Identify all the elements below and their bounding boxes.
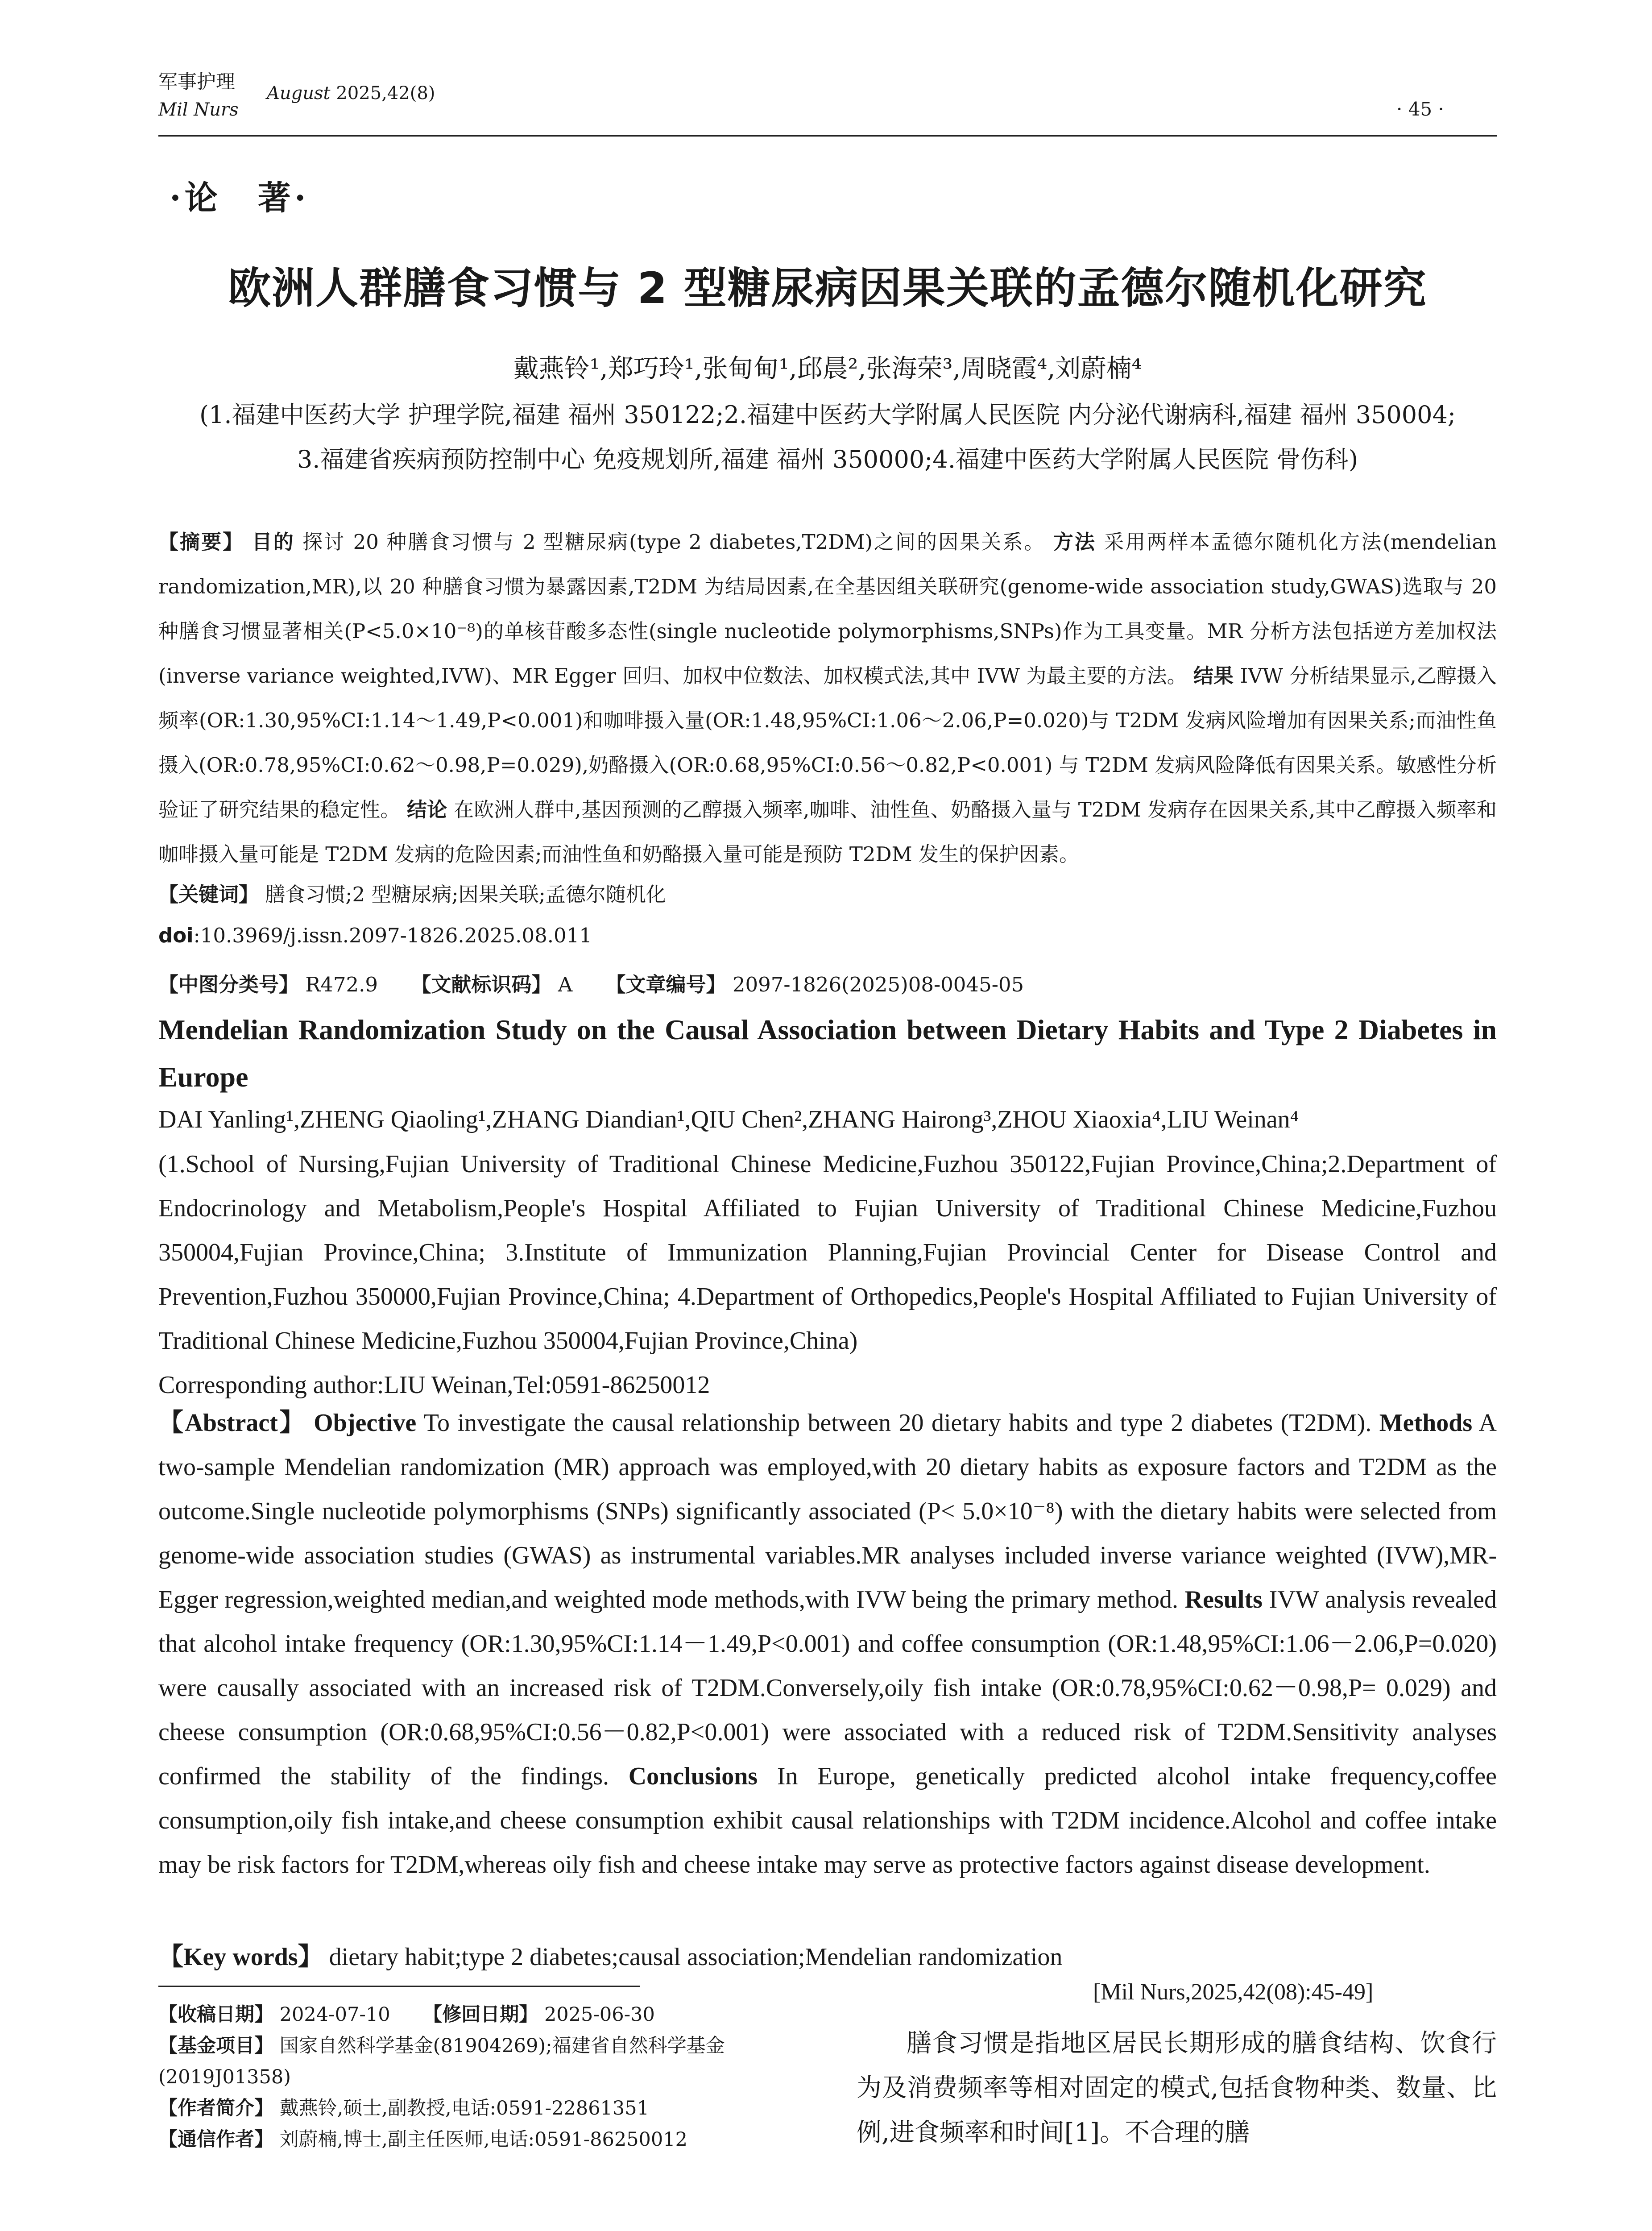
affiliations-en-text: (1.School of Nursing,Fujian University of Traditional Chinese Medicine,Fuzhou 350122,Fujian Province,China;2.Department of Endocrinology and Metabolism,People's Hospital Affiliated to Fujian University of Traditional Chinese Medicine,Fuzhou 350004,Fujian Province,China; 3.Institute of Immunization Planning,Fujian Provincial Center for Disease Control and Prevention,Fuzhou 350000,Fujian Province,China; 4.Department of Orthopedics,People's Hospital Affiliated to Fujian University of Traditional Chinese Medicine,Fuzhou 350004,Fujian Province,China): [158, 1150, 1497, 1355]
citation: [Mil Nurs,2025,42(08):45-49]: [1093, 1979, 1374, 2005]
methods-text: 采用两样本孟德尔随机化方法(mendelian randomization,MR),以 20 种膳食习惯为暴露因素,T2DM 为结局因素,在全基因组关联研究(genome-wide association study,GWAS)选取与 20 种膳食习惯显著相关(P<5.0×10⁻⁸)的单核苷酸多态性(single nucleotide polymorphisms,SNPs)作为工具变量。MR 分析方法包括逆方差加权法(inverse variance weighted,IVW)、MR Egger 回归、加权中位数法、加权模式法,其中 IVW 为最主要的方法。: [158, 530, 1497, 688]
author-bio-text: 戴燕铃,硕士,副教授,电话:0591-22861351: [279, 2097, 649, 2119]
conclusions-text: 在欧洲人群中,基因预测的乙醇摄入频率,咖啡、油性鱼、奶酪摄入量与 T2DM 发病存在因果关系,其中乙醇摄入频率和咖啡摄入量可能是 T2DM 发病的危险因素;而油性鱼和奶酪摄入量可能是预防 T2DM 发生的保护因素。: [158, 798, 1497, 866]
abstract-cn: [158, 520, 1497, 877]
corr-text: 刘蔚楠,博士,副主任医师,电话:0591-86250012: [279, 2128, 687, 2151]
issue-volume: 2025,42(8): [336, 83, 435, 104]
clc-value: R472.9: [305, 973, 378, 996]
page-title-en: Mendelian Randomization Study on the Causal Association between Dietary Habits and Type 2 Diabetes in Europe: [158, 1014, 1497, 1093]
abstract-label: 【摘要】: [158, 530, 244, 554]
fund-text: 国家自然科学基金(81904269);福建省自然科学基金(2019J01358): [158, 2035, 725, 2088]
page-title-cn: 欧洲人群膳食习惯与 2 型糖尿病因果关联的孟德尔随机化研究: [228, 263, 1427, 313]
objective-en-label: Objective: [314, 1409, 417, 1437]
footnote-author: [158, 2093, 828, 2124]
keywords-en-text: dietary habit;type 2 diabetes;causal association;Mendelian randomization: [329, 1943, 1063, 1971]
objective-en-text: To investigate the causal relationship between 20 dietary habits and type 2 diabetes (T2DM).: [423, 1409, 1372, 1437]
affiliations-en: [158, 1142, 1497, 1407]
keywords-cn: [158, 878, 1497, 907]
keywords-en-label: 【Key words】: [158, 1943, 323, 1971]
objective-label: 目的: [252, 530, 295, 554]
authors-en: DAI Yanling¹,ZHENG Qiaoling¹,ZHANG Diandian¹,QIU Chen²,ZHANG Hairong³,ZHOU Xiaoxia⁴,LIU Weinan⁴: [158, 1106, 1299, 1133]
footnote-dates: [158, 1999, 828, 2030]
issue-month: August: [267, 83, 331, 104]
classification-line: [158, 968, 1497, 997]
author-bio-label: 【作者简介】: [158, 2097, 273, 2119]
footnotes: [158, 1999, 828, 2155]
corresponding-author: Corresponding author:LIU Weinan,Tel:0591-86250012: [158, 1371, 710, 1399]
page-number: · 45 ·: [1396, 98, 1444, 120]
doi: [158, 924, 1497, 947]
conclusions-en-text: In Europe, genetically predicted alcohol intake frequency,coffee consumption,oily fish intake,and cheese consumption exhibit causal relationships with T2DM incidence.Alcohol and coffee intake may be risk factors for T2DM,whereas oily fish and cheese intake may serve as protective factors against disease development.: [158, 1762, 1497, 1879]
doi-value: :10.3969/j.issn.2097-1826.2025.08.011: [193, 924, 592, 947]
doc-code-value: A: [558, 973, 573, 996]
fund-label: 【基金项目】: [158, 2035, 273, 2057]
affiliations-cn: [158, 393, 1497, 482]
methods-en-text: A two-sample Mendelian randomization (MR) approach was employed,with 20 dietary habits as exposure factors and T2DM as the outcome.Single nucleotide polymorphisms (SNPs) significantly associated (P< 5.0×10⁻⁸) with the dietary habits were selected from genome-wide association studies (GWAS) as instrumental variables.MR analyses included inverse variance weighted (IVW),MR-Egger regression,weighted median,and weighted mode methods,with IVW being the primary method.: [158, 1409, 1497, 1613]
keywords-en: [158, 1935, 1497, 1979]
results-en-text: IVW analysis revealed that alcohol intake frequency (OR:1.30,95%CI:1.14－1.49,P<0.001) and coffee consumption (OR:1.48,95%CI:1.06－2.06,P=0.020) were causally associated with an increased risk of T2DM.Conversely,oily fish intake (OR:0.78,95%CI:0.62－0.98,P= 0.029) and cheese consumption (OR:0.68,95%CI:0.56－0.82,P<0.001) were associated with a reduced risk of T2DM.Sensitivity analyses confirmed the stability of the findings.: [158, 1586, 1497, 1790]
doc-code-label: 【文献标识码】: [411, 973, 552, 996]
corr-label: 【通信作者】: [158, 2128, 273, 2151]
results-en-label: Results: [1184, 1586, 1263, 1613]
received-date: 2024-07-10: [279, 2003, 390, 2026]
keywords-text: 膳食习惯;2 型糖尿病;因果关联;孟德尔随机化: [265, 883, 666, 906]
affiliation-line: 3.福建省疾病预防控制中心 免疫规划所,福建 福州 350000;4.福建中医药大学附属人民医院 骨伤科): [297, 445, 1358, 473]
results-text: IVW 分析结果显示,乙醇摄入频率(OR:1.30,95%CI:1.14～1.49,P<0.001)和咖啡摄入量(OR:1.48,95%CI:1.06～2.06,P=0.020)与 T2DM 发病风险增加有因果关系;而油性鱼摄入(OR:0.78,95%CI:0.62～0.98,P=0.029),奶酪摄入(OR:0.68,95%CI:0.56～0.82,P<0.001) 与 T2DM 发病风险降低有因果关系。敏感性分析验证了研究结果的稳定性。: [158, 664, 1497, 821]
authors-cn: 戴燕铃¹,郑巧玲¹,张甸甸¹,邱晨²,张海荣³,周晓霞⁴,刘蔚楠⁴: [513, 354, 1142, 383]
received-label: 【收稿日期】: [158, 2003, 273, 2026]
affiliation-line: (1.福建中医药大学 护理学院,福建 福州 350122;2.福建中医药大学附属人民医院 内分泌代谢病科,福建 福州 350004;: [199, 401, 1456, 429]
article-number-label: 【文章编号】: [605, 973, 726, 996]
methods-en-label: Methods: [1379, 1409, 1473, 1437]
doi-label: doi: [158, 924, 194, 947]
objective-text: 探讨 20 种膳食习惯与 2 型糖尿病(type 2 diabetes,T2DM)之间的因果关系。: [302, 530, 1046, 554]
article-number-value: 2097-1826(2025)08-0045-05: [732, 973, 1024, 996]
results-label: 结果: [1193, 664, 1234, 688]
footnote-rule: [158, 1986, 640, 1987]
keywords-label: 【关键词】: [158, 883, 259, 906]
abstract-en-label: 【Abstract】: [158, 1409, 306, 1437]
journal-name-en: Mil Nurs: [158, 100, 239, 120]
conclusions-label: 结论: [407, 798, 447, 821]
section-label: ·论 著·: [170, 179, 310, 217]
methods-label: 方法: [1053, 530, 1096, 554]
abstract-en: [158, 1401, 1497, 1887]
header-rule: [158, 135, 1497, 137]
revised-label: 【修回日期】: [423, 2003, 538, 2026]
conclusions-en-label: Conclusions: [628, 1762, 758, 1790]
clc-label: 【中图分类号】: [158, 973, 299, 996]
footnote-fund: [158, 2030, 828, 2093]
footnote-corresponding: [158, 2124, 828, 2155]
issue-date: [267, 83, 435, 104]
intro-paragraph: 膳食习惯是指地区居民长期形成的膳食结构、饮食行为及消费频率等相对固定的模式,包括食物种类、数量、比例,进食频率和时间[1]。不合理的膳: [857, 2029, 1497, 2147]
journal-name-cn: 军事护理: [158, 71, 235, 93]
revised-date: 2025-06-30: [544, 2003, 655, 2026]
